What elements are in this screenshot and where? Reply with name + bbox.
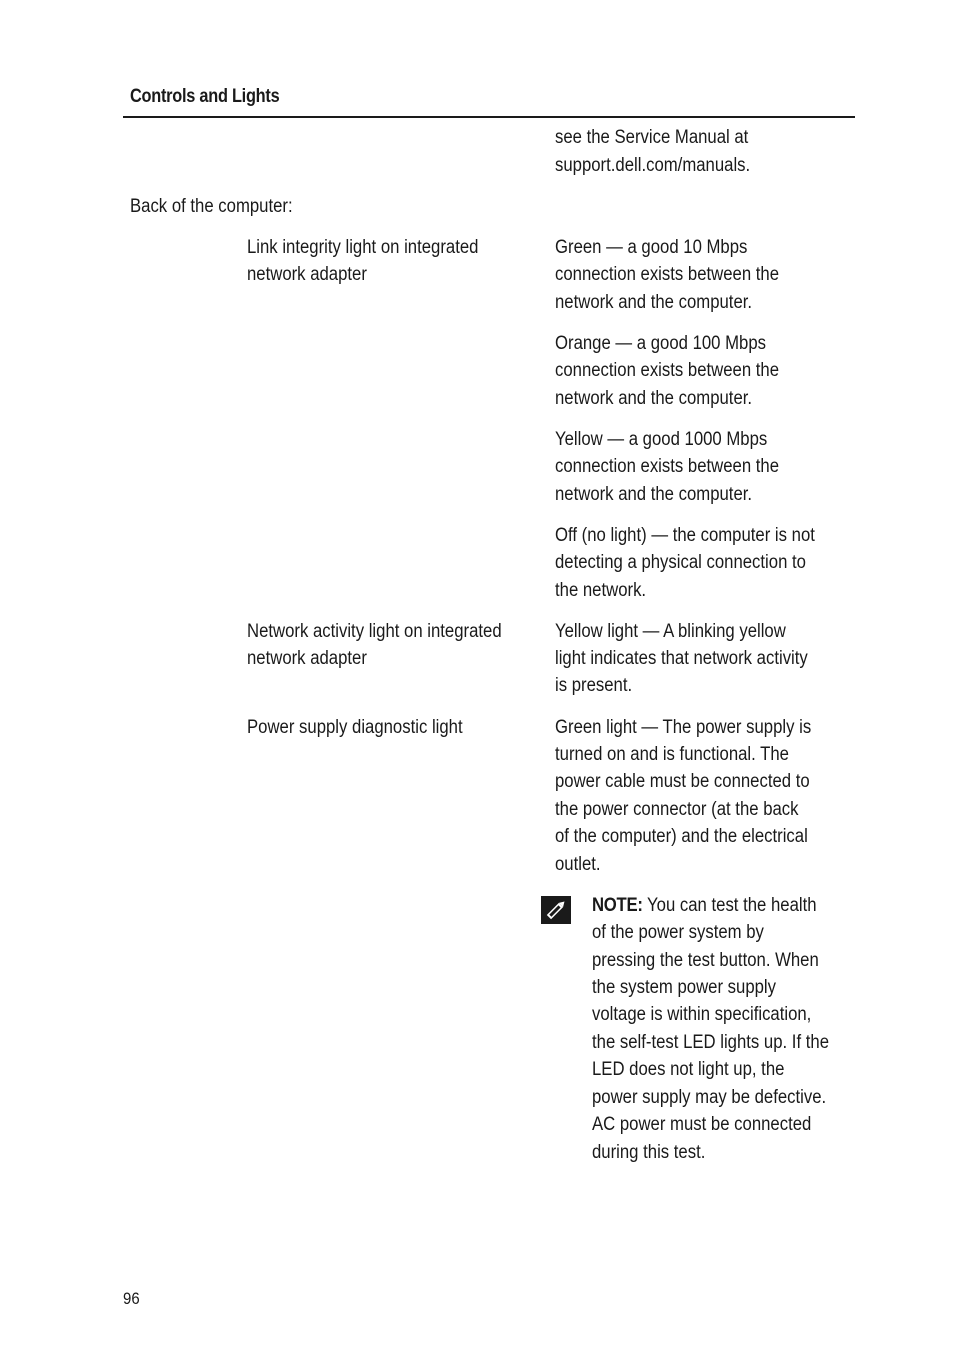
continued-text-line: see the Service Manual at [555, 127, 749, 148]
page-header-title: Controls and Lights [130, 86, 280, 107]
note-line: the system power supply [592, 977, 777, 998]
note-line: of the power system by [592, 922, 764, 943]
note-line: during this test. [592, 1142, 706, 1163]
description-line: Green light — The power supply is [555, 717, 812, 738]
continued-text-line: support.dell.com/manuals. [555, 155, 751, 176]
description-line: connection exists between the [555, 360, 780, 381]
note-text: You can test the health [647, 895, 817, 916]
note-line: pressing the test button. When [592, 950, 819, 971]
description-line: light indicates that network activity [555, 648, 808, 669]
note-line: LED does not light up, the [592, 1059, 785, 1080]
description-line: of the computer) and the electrical [555, 826, 808, 847]
description-line: is present. [555, 675, 633, 696]
description-line: Yellow light — A blinking yellow [555, 621, 786, 642]
description-line: Orange — a good 100 Mbps [555, 333, 766, 354]
description-line: outlet. [555, 854, 601, 875]
row-label-line: Power supply diagnostic light [247, 717, 463, 738]
description-line: network and the computer. [555, 484, 753, 505]
description-line: Green — a good 10 Mbps [555, 237, 748, 258]
note-line: voltage is within specification, [592, 1004, 812, 1025]
page-number: 96 [123, 1289, 140, 1308]
description-line: network and the computer. [555, 292, 753, 313]
note-pencil-icon [541, 896, 571, 924]
row-label-line: network adapter [247, 648, 367, 669]
note-label: NOTE: [592, 895, 643, 916]
description-line: Yellow — a good 1000 Mbps [555, 429, 768, 450]
description-line: connection exists between the [555, 264, 780, 285]
row-label-line: network adapter [247, 264, 367, 285]
row-label-line: Network activity light on integrated [247, 621, 502, 642]
description-line: power cable must be connected to [555, 771, 810, 792]
note-first-line [592, 892, 817, 920]
description-line: connection exists between the [555, 456, 780, 477]
description-line: detecting a physical connection to [555, 552, 806, 573]
header-divider [123, 116, 855, 118]
section-label: Back of the computer: [130, 196, 293, 217]
note-line: power supply may be defective. [592, 1087, 827, 1108]
description-line: the power connector (at the back [555, 799, 799, 820]
description-line: Off (no light) — the computer is not [555, 525, 815, 546]
description-line: turned on and is functional. The [555, 744, 789, 765]
row-label-line: Link integrity light on integrated [247, 237, 479, 258]
description-line: network and the computer. [555, 388, 753, 409]
description-line: the network. [555, 580, 647, 601]
note-line: AC power must be connected [592, 1114, 812, 1135]
note-line: the self-test LED lights up. If the [592, 1032, 829, 1053]
